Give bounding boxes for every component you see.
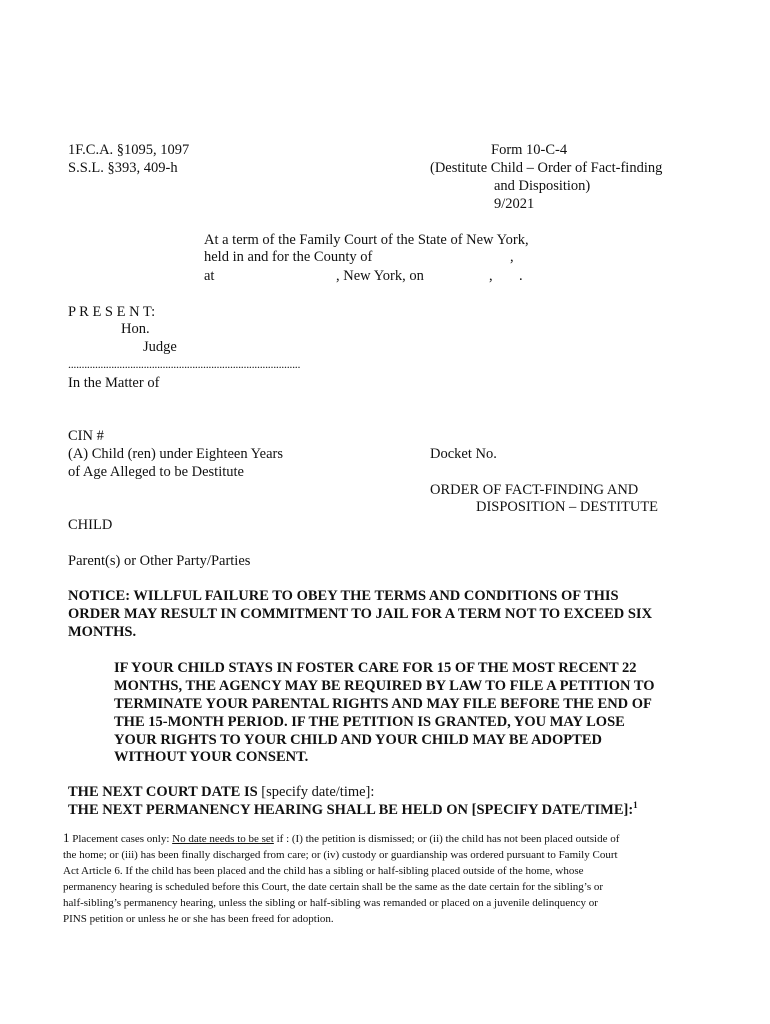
child-label: CHILD: [68, 517, 113, 533]
date-comma: ,: [489, 268, 493, 284]
footnote-reference: 1: [633, 800, 638, 811]
form-number: Form 10-C-4: [491, 142, 568, 158]
parents-label: Parent(s) or Other Party/Parties: [68, 553, 251, 569]
statute-citation-ssl: S.S.L. §393, 409-h: [68, 160, 178, 176]
footnote-line-1: [63, 830, 705, 847]
statute-citation-fca: 1F.C.A. §1095, 1097: [68, 142, 190, 158]
notice-line-3: MONTHS.: [68, 624, 137, 640]
footnote-line-5: half-sibling’s permanency hearing, unless the sibling or half-sibling was remanded or placed on a juvenile delinquency or: [63, 897, 598, 909]
cin-label: CIN #: [68, 428, 104, 444]
in-the-matter-of: In the Matter of: [68, 375, 160, 391]
form-title: (Destitute Child – Order of Fact-finding: [430, 160, 663, 176]
judge-label: Judge: [143, 339, 177, 355]
child-description-2: of Age Alleged to be Destitute: [68, 464, 244, 480]
court-term-line-1: At a term of the Family Court of the State of New York,: [204, 232, 529, 248]
present-label: P R E S E N T:: [68, 304, 156, 320]
county-comma: ,: [510, 249, 514, 265]
footnote-intro: Placement cases only:: [69, 833, 173, 845]
county-label: held in and for the County of: [204, 249, 373, 265]
hon-label: Hon.: [121, 321, 150, 337]
foster-warning-line-4: THE 15-MONTH PERIOD. IF THE PETITION IS GRANTED, YOU MAY LOSE: [114, 714, 625, 730]
permanency-hearing: [68, 801, 638, 819]
docket-label: Docket No.: [430, 446, 497, 462]
dotted-separator: ......................................................................................: [68, 357, 301, 371]
form-date: 9/2021: [494, 196, 535, 212]
notice-line-2: ORDER MAY RESULT IN COMMITMENT TO JAIL FOR A TERM NOT TO EXCEED SIX: [68, 606, 653, 622]
child-description-1: (A) Child (ren) under Eighteen Years: [68, 446, 284, 462]
footnote-line-2: the home; or (iii) has been finally discharged from care; or (iv) custody or guardianship was ordered pursuant to Family Court: [63, 849, 618, 861]
next-court-date-instruction: [specify date/time]:: [257, 784, 375, 800]
order-title-line-1: ORDER OF FACT-FINDING AND: [430, 482, 639, 498]
foster-warning-line-6: WITHOUT YOUR CONSENT.: [114, 749, 309, 765]
footnote-line-6: PINS petition or unless he or she has been freed for adoption.: [63, 913, 334, 925]
order-title-line-2: DISPOSITION – DESTITUTE: [476, 499, 659, 515]
next-court-date: [68, 783, 374, 801]
foster-warning-line-2: MONTHS, THE AGENCY MAY BE REQUIRED BY LAW TO FILE A PETITION TO: [114, 678, 655, 694]
next-court-date-label: THE NEXT COURT DATE IS: [68, 784, 258, 800]
footnote-line-4: permanency hearing is scheduled before this Court, the date certain shall be the same as the date certain for the sibling’s or: [63, 881, 604, 893]
notice-line-1: NOTICE: WILLFUL FAILURE TO OBEY THE TERMS AND CONDITIONS OF THIS: [68, 588, 619, 604]
footnote: [63, 830, 705, 927]
footnote-line-3: Act Article 6. If the child has been placed and the child has a sibling or half-sibling placed outside of the home, whose: [63, 865, 584, 877]
city-label: , New York, on: [336, 268, 424, 284]
foster-warning-line-5: YOUR RIGHTS TO YOUR CHILD AND YOUR CHILD MAY BE ADOPTED: [114, 732, 602, 748]
form-title-continued: and Disposition): [494, 178, 591, 194]
footnote-underlined: No date needs to be set: [172, 833, 274, 845]
footnote-line-1-rest: if : (I) the petition is dismissed; or (ii) the child has not been placed outside of: [273, 833, 620, 845]
date-period: .: [519, 268, 523, 284]
foster-warning-line-3: TERMINATE YOUR PARENTAL RIGHTS AND MAY FILE BEFORE THE END OF: [114, 696, 652, 712]
permanency-hearing-label: THE NEXT PERMANENCY HEARING SHALL BE HELD ON [SPECIFY DATE/TIME]:: [68, 802, 634, 818]
footnote-number: 1: [63, 830, 70, 845]
foster-warning-line-1: IF YOUR CHILD STAYS IN FOSTER CARE FOR 15 OF THE MOST RECENT 22: [114, 660, 637, 676]
at-label: at: [204, 268, 215, 284]
